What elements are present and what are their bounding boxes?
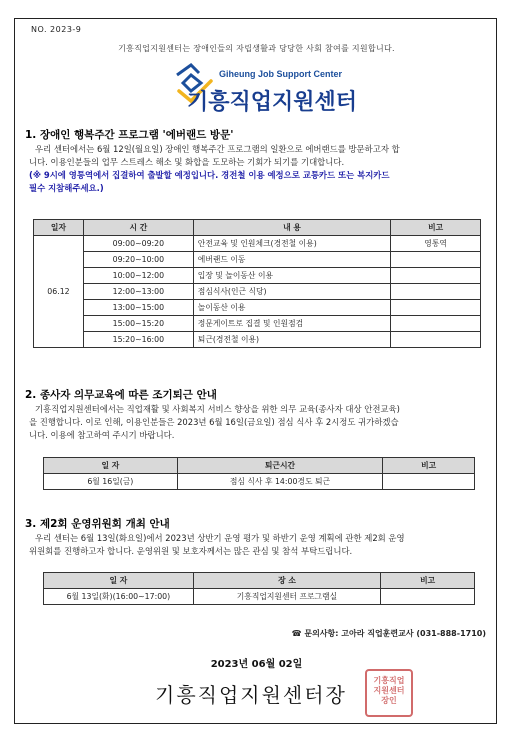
row-time: 12:00~13:00 — [83, 284, 193, 300]
table-row — [34, 236, 481, 252]
schedule-date: 06.12 — [34, 236, 84, 348]
table-row — [34, 300, 481, 316]
header-note: 비고 — [383, 458, 475, 474]
table-row — [34, 268, 481, 284]
header-note: 비고 — [381, 573, 475, 589]
row-content: 에버랜드 이동 — [193, 252, 390, 268]
row-note — [391, 284, 481, 300]
row-content: 정문게이트로 집결 및 인원점검 — [193, 316, 390, 332]
row-content: 점심식사(인근 식당) — [193, 284, 390, 300]
row-note — [391, 300, 481, 316]
table-row — [34, 284, 481, 300]
header-content: 내 용 — [193, 220, 390, 236]
document-number: NO. 2023-9 — [31, 25, 82, 34]
row-time: 10:00~12:00 — [83, 268, 193, 284]
header-date: 일 자 — [44, 573, 194, 589]
row-time: 15:00~15:20 — [83, 316, 193, 332]
section2-title: 2. 종사자 의무교육에 따른 조기퇴근 안내 — [25, 389, 217, 401]
row-note — [391, 252, 481, 268]
header-date: 일자 — [34, 220, 84, 236]
paragraph-line: 니다. 이용인분들의 업무 스트레스 해소 및 화합을 도모하는 기회가 되기를 기대합니다. — [29, 157, 345, 167]
row-content: 퇴근(경전철 이용) — [193, 332, 390, 348]
row-time: 09:20~10:00 — [83, 252, 193, 268]
notice-document — [14, 18, 497, 724]
section1-notice — [29, 169, 489, 195]
table-header-row — [34, 220, 481, 236]
center-slogan: 기흥직업지원센터는 장애인들의 자립생활과 당당한 사회 참여를 지원합니다. — [118, 44, 395, 53]
row-content: 입장 및 놀이동산 이용 — [193, 268, 390, 284]
logo-korean-name: 기흥직업지원센터 — [187, 90, 358, 115]
section3-title: 3. 제2회 운영위원회 개최 안내 — [25, 518, 170, 530]
row-time: 15:20~16:00 — [83, 332, 193, 348]
notice-line: (※ 9시에 영통역에서 집결하여 출발할 예정입니다. 경전철 이용 예정으로 교통카드 또는 복지카드 — [29, 170, 390, 180]
table-header-row — [44, 573, 475, 589]
table-row — [34, 252, 481, 268]
table-header-row — [44, 458, 475, 474]
row-note — [381, 589, 475, 605]
section2-paragraph — [29, 403, 489, 442]
row-place: 기흥직업지원센터 프로그램실 — [193, 589, 380, 605]
table-row — [44, 589, 475, 605]
row-content: 놀이동산 이용 — [193, 300, 390, 316]
paragraph-line: 을 진행합니다. 이로 인해, 이용인분들은 2023년 6월 16일(금요일) 점심 식사 후 2시정도 귀가하겠습 — [29, 417, 399, 427]
header-note: 비고 — [391, 220, 481, 236]
row-note — [391, 316, 481, 332]
logo-english-name: Giheung Job Support Center — [219, 69, 342, 79]
row-leave-time: 점심 식사 후 14:00경도 퇴근 — [177, 474, 383, 490]
paragraph-line: 기흥직업지원센터에서는 직업재활 및 사회복지 서비스 향상을 위한 의무 교육(종사자 대상 안전교육) — [35, 404, 400, 414]
notice-line: 필수 지참해주세요.) — [29, 183, 104, 193]
table-row — [44, 474, 475, 490]
row-time: 13:00~15:00 — [83, 300, 193, 316]
issue-date: 2023년 06월 02일 — [210, 659, 303, 670]
paragraph-line: 니다. 이용에 참고하여 주시기 바랍니다. — [29, 430, 175, 440]
row-content: 안전교육 및 인원체크(경전철 이용) — [193, 236, 390, 252]
row-note — [391, 332, 481, 348]
row-note — [383, 474, 475, 490]
row-note: 영통역 — [391, 236, 481, 252]
row-note — [391, 268, 481, 284]
header-date: 일 자 — [44, 458, 178, 474]
table-row — [34, 332, 481, 348]
contact-info: ☎ 문의사항: 고아라 직업훈련교사 (031-888-1710) — [291, 629, 486, 638]
center-logo — [163, 59, 363, 119]
row-date: 6월 16일(금) — [44, 474, 178, 490]
section3-paragraph — [29, 532, 489, 558]
paragraph-line: 우리 센터는 6월 13일(화요일)에서 2023년 상반기 운영 평가 및 하반기 운영 계획에 관한 제2회 운영 — [35, 533, 405, 543]
header-time: 시 간 — [83, 220, 193, 236]
paragraph-line: 위원회를 진행하고자 합니다. 운영위원 및 보호자께서는 많은 관심 및 참석 부탁드립니다. — [29, 546, 353, 556]
section1-title: 1. 장애인 행복주간 프로그램 '에버랜드 방문' — [25, 129, 234, 141]
header-place: 장 소 — [193, 573, 380, 589]
row-time: 09:00~09:20 — [83, 236, 193, 252]
section1-schedule-table — [33, 219, 481, 348]
section3-meeting-table — [43, 572, 475, 605]
header-leave-time: 퇴근시간 — [177, 458, 383, 474]
row-date: 6월 13일(화)(16:00~17:00) — [44, 589, 194, 605]
table-row — [34, 316, 481, 332]
section2-early-leave-table — [43, 457, 475, 490]
section1-paragraph — [29, 143, 489, 169]
paragraph-line: 우리 센터에서는 6월 12일(월요일) 장애인 행복주간 프로그램의 일환으로 에버랜드를 방문하고자 합 — [35, 144, 400, 154]
official-seal-icon: 기흥직업 지원센터 장인 — [365, 669, 413, 717]
sender-name: 기흥직업지원센터장 — [155, 683, 347, 707]
